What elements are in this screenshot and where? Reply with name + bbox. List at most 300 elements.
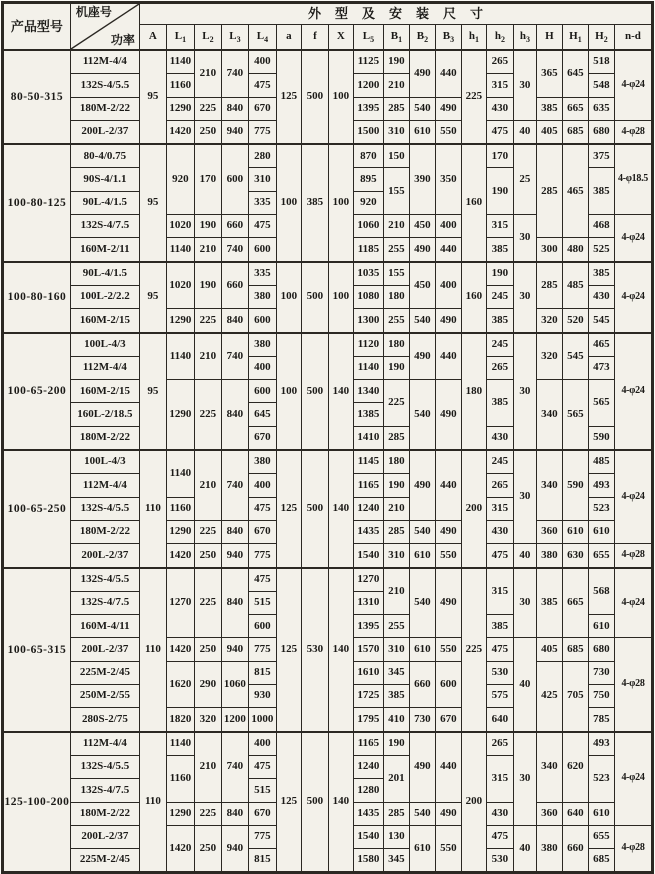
cell-h2: 265	[486, 474, 513, 497]
cell-H: 425	[536, 661, 562, 731]
cell-a: 125	[276, 732, 301, 873]
cell-h3: 30	[513, 568, 536, 638]
cell-B1: 190	[383, 50, 409, 74]
cell-h2: 265	[486, 356, 513, 379]
cell-h3: 40	[513, 638, 536, 732]
cell-L5: 1165	[353, 732, 383, 756]
cell-L2: 190	[194, 262, 221, 309]
power-cell: 132S-4/7.5	[70, 591, 139, 614]
power-cell: 100L-4/3	[70, 333, 139, 357]
cell-B1: 190	[383, 474, 409, 497]
cell-L3: 840	[221, 309, 248, 333]
cell-L5: 1200	[353, 74, 383, 97]
col-header-B1: $B_1$	[383, 25, 409, 51]
cell-L3: 740	[221, 333, 248, 380]
cell-L4: 775	[248, 825, 276, 848]
cell-L5: 1120	[353, 333, 383, 357]
cell-B1: 285	[383, 426, 409, 450]
cell-L5: 1280	[353, 779, 383, 802]
cell-h2: 385	[486, 309, 513, 333]
cell-L4: 400	[248, 474, 276, 497]
cell-B1: 190	[383, 356, 409, 379]
cell-h2: 430	[486, 426, 513, 450]
cell-L4: 475	[248, 215, 276, 238]
cell-H2: 493	[588, 474, 614, 497]
cell-B3: 600	[435, 661, 461, 708]
cell-H: 360	[536, 520, 562, 543]
cell-A: 110	[139, 450, 166, 567]
cell-B1: 285	[383, 97, 409, 120]
cell-L5: 1435	[353, 802, 383, 825]
cell-L4: 600	[248, 380, 276, 403]
cell-H2: 680	[588, 120, 614, 144]
cell-H1: 480	[562, 238, 588, 262]
col-header-B3: $B_3$	[435, 25, 461, 51]
power-cell: 132S-4/5.5	[70, 568, 139, 592]
col-header-X: X	[328, 25, 353, 51]
table-row	[2, 50, 652, 74]
cell-h1: 200	[461, 732, 486, 873]
cell-A: 95	[139, 333, 166, 450]
cell-L5: 1570	[353, 638, 383, 661]
model-column-header: 产品型号	[2, 3, 70, 51]
cell-h2: 315	[486, 215, 513, 238]
col-header-nd: n-d	[614, 25, 652, 51]
cell-L2: 290	[194, 661, 221, 708]
power-cell: 132S-4/5.5	[70, 74, 139, 97]
cell-B2: 730	[409, 708, 435, 732]
cell-H1: 485	[562, 262, 588, 309]
cell-f: 500	[301, 262, 328, 333]
power-cell: 180M-2/22	[70, 802, 139, 825]
cell-B1: 310	[383, 120, 409, 144]
cell-H2: 523	[588, 497, 614, 520]
cell-L2: 210	[194, 238, 221, 262]
cell-h1: 225	[461, 50, 486, 144]
cell-L5: 1395	[353, 97, 383, 120]
cell-H2: 485	[588, 450, 614, 474]
cell-L2: 190	[194, 215, 221, 238]
cell-H: 285	[536, 262, 562, 309]
cell-L2: 210	[194, 333, 221, 380]
cell-H1: 645	[562, 50, 588, 97]
cell-L2: 225	[194, 97, 221, 120]
cell-H2: 590	[588, 426, 614, 450]
cell-L3: 600	[221, 144, 248, 214]
cell-B3: 490	[435, 802, 461, 825]
cell-L2: 250	[194, 825, 221, 873]
cell-h2: 315	[486, 755, 513, 802]
cell-H1: 465	[562, 144, 588, 238]
power-cell: 160M-2/11	[70, 238, 139, 262]
cell-L1: 1020	[166, 215, 194, 238]
cell-L5: 1240	[353, 755, 383, 778]
cell-nd: 4-φ28	[614, 120, 652, 144]
power-cell: 112M-4/4	[70, 356, 139, 379]
power-cell: 90S-4/1.1	[70, 168, 139, 191]
cell-L3: 740	[221, 50, 248, 97]
cell-nd: 4-φ24	[614, 262, 652, 333]
cell-L2: 225	[194, 568, 221, 638]
cell-B2: 540	[409, 802, 435, 825]
cell-L2: 250	[194, 638, 221, 661]
power-cell: 90L-4/1.5	[70, 262, 139, 286]
col-header-h3: $h_3$	[513, 25, 536, 51]
cell-L4: 380	[248, 333, 276, 357]
power-cell: 100L-4/3	[70, 450, 139, 474]
power-cell: 112M-4/4	[70, 474, 139, 497]
cell-B1: 310	[383, 638, 409, 661]
col-header-h2: $h_2$	[486, 25, 513, 51]
cell-L4: 335	[248, 262, 276, 286]
power-cell: 180M-2/22	[70, 426, 139, 450]
cell-nd: 4-φ18.5	[614, 144, 652, 214]
power-cell: 250M-2/55	[70, 685, 139, 708]
cell-B2: 490	[409, 50, 435, 97]
cell-L4: 815	[248, 849, 276, 873]
cell-L1: 1290	[166, 802, 194, 825]
cell-L5: 1340	[353, 380, 383, 403]
cell-L3: 1200	[221, 708, 248, 732]
cell-L1: 1160	[166, 497, 194, 520]
cell-h2: 430	[486, 802, 513, 825]
col-header-a: a	[276, 25, 301, 51]
cell-L4: 670	[248, 97, 276, 120]
cell-L1: 1290	[166, 309, 194, 333]
cell-h1: 160	[461, 144, 486, 261]
cell-h2: 190	[486, 262, 513, 286]
cell-B1: 210	[383, 215, 409, 238]
power-cell: 160L-2/18.5	[70, 403, 139, 426]
cell-H1: 685	[562, 638, 588, 661]
cell-H1: 590	[562, 450, 588, 520]
cell-H1: 705	[562, 661, 588, 731]
cell-L4: 475	[248, 755, 276, 778]
cell-H: 320	[536, 309, 562, 333]
cell-H: 380	[536, 544, 562, 568]
cell-L5: 1060	[353, 215, 383, 238]
cell-B1: 130	[383, 825, 409, 848]
cell-B3: 440	[435, 238, 461, 262]
cell-L4: 515	[248, 591, 276, 614]
cell-L3: 940	[221, 120, 248, 144]
cell-h2: 190	[486, 168, 513, 215]
cell-H2: 545	[588, 309, 614, 333]
cell-H2: 548	[588, 74, 614, 97]
cell-h2: 385	[486, 615, 513, 638]
cell-L1: 1420	[166, 120, 194, 144]
power-cell: 200L-2/37	[70, 120, 139, 144]
cell-H2: 473	[588, 356, 614, 379]
cell-B1: 255	[383, 309, 409, 333]
power-cell: 80-4/0.75	[70, 144, 139, 168]
cell-H1: 640	[562, 802, 588, 825]
cell-B2: 540	[409, 380, 435, 450]
cell-L1: 1290	[166, 97, 194, 120]
cell-h3: 25	[513, 144, 536, 214]
cell-X: 140	[328, 333, 353, 450]
cell-L4: 600	[248, 309, 276, 333]
power-cell: 160M-2/15	[70, 380, 139, 403]
cell-L4: 380	[248, 450, 276, 474]
cell-L4: 815	[248, 661, 276, 684]
cell-L1: 1140	[166, 50, 194, 74]
model-cell: 100-65-315	[2, 568, 70, 732]
cell-B1: 345	[383, 849, 409, 873]
cell-L3: 840	[221, 568, 248, 638]
cell-h2: 265	[486, 732, 513, 756]
cell-H1: 620	[562, 732, 588, 802]
cell-H2: 523	[588, 755, 614, 802]
cell-H1: 630	[562, 544, 588, 568]
table-row	[2, 732, 652, 756]
cell-a: 125	[276, 50, 301, 144]
cell-h2: 475	[486, 825, 513, 848]
cell-f: 500	[301, 50, 328, 144]
cell-L5: 1125	[353, 50, 383, 74]
cell-L3: 840	[221, 97, 248, 120]
power-cell: 160M-4/11	[70, 615, 139, 638]
cell-L4: 600	[248, 615, 276, 638]
cell-L5: 1580	[353, 849, 383, 873]
cell-L4: 670	[248, 426, 276, 450]
cell-L2: 210	[194, 732, 221, 802]
cell-h1: 160	[461, 262, 486, 333]
cell-L4: 670	[248, 802, 276, 825]
cell-H2: 730	[588, 661, 614, 684]
cell-B3: 440	[435, 333, 461, 380]
power-cell: 160M-2/15	[70, 309, 139, 333]
cell-H1: 685	[562, 120, 588, 144]
power-cell: 200L-2/37	[70, 544, 139, 568]
cell-A: 95	[139, 262, 166, 333]
cell-L3: 740	[221, 450, 248, 520]
cell-B3: 490	[435, 380, 461, 450]
cell-L1: 1290	[166, 520, 194, 543]
cell-H1: 545	[562, 333, 588, 380]
cell-B1: 180	[383, 285, 409, 308]
cell-B2: 450	[409, 262, 435, 309]
cell-B3: 400	[435, 215, 461, 238]
cell-H1: 610	[562, 520, 588, 543]
cell-nd: 4-φ24	[614, 50, 652, 120]
power-cell: 112M-4/4	[70, 50, 139, 74]
cell-H2: 680	[588, 638, 614, 661]
cell-B2: 610	[409, 120, 435, 144]
cell-nd: 4-φ28	[614, 638, 652, 732]
power-cell: 112M-4/4	[70, 732, 139, 756]
col-header-f: f	[301, 25, 328, 51]
cell-B1: 180	[383, 450, 409, 474]
cell-H: 285	[536, 144, 562, 238]
cell-B2: 490	[409, 450, 435, 520]
cell-H2: 750	[588, 685, 614, 708]
cell-B1: 190	[383, 732, 409, 756]
cell-L1: 1820	[166, 708, 194, 732]
cell-X: 140	[328, 732, 353, 873]
cell-L2: 250	[194, 120, 221, 144]
cell-B1: 180	[383, 333, 409, 357]
cell-H1: 520	[562, 309, 588, 333]
model-cell: 80-50-315	[2, 50, 70, 144]
table-row	[2, 262, 652, 286]
cell-B2: 390	[409, 144, 435, 214]
col-header-L4: $L_4$	[248, 25, 276, 51]
cell-B1: 385	[383, 685, 409, 708]
cell-H2: 635	[588, 97, 614, 120]
power-cell: 180M-2/22	[70, 97, 139, 120]
cell-H2: 385	[588, 168, 614, 215]
cell-L1: 1620	[166, 661, 194, 708]
cell-H2: 525	[588, 238, 614, 262]
cell-H2: 655	[588, 825, 614, 848]
cell-nd: 4-φ24	[614, 568, 652, 638]
col-header-L3: $L_3$	[221, 25, 248, 51]
table-row	[2, 568, 652, 592]
cell-A: 95	[139, 144, 166, 261]
cell-H: 300	[536, 238, 562, 262]
cell-f: 500	[301, 450, 328, 567]
cell-L1: 1140	[166, 732, 194, 756]
cell-h3: 30	[513, 732, 536, 826]
cell-B3: 670	[435, 708, 461, 732]
cell-L1: 920	[166, 144, 194, 214]
cell-h3: 30	[513, 450, 536, 544]
table-row	[2, 450, 652, 474]
cell-B3: 550	[435, 825, 461, 873]
cell-h2: 475	[486, 120, 513, 144]
cell-B3: 490	[435, 568, 461, 638]
cell-X: 140	[328, 450, 353, 567]
cell-L2: 225	[194, 309, 221, 333]
cell-h2: 575	[486, 685, 513, 708]
cell-B3: 490	[435, 520, 461, 543]
cell-L4: 475	[248, 497, 276, 520]
cell-L5: 1540	[353, 825, 383, 848]
cell-L1: 1160	[166, 755, 194, 802]
power-cell: 132S-4/7.5	[70, 215, 139, 238]
cell-H: 360	[536, 802, 562, 825]
cell-H: 340	[536, 732, 562, 802]
cell-B1: 410	[383, 708, 409, 732]
cell-L5: 1795	[353, 708, 383, 732]
cell-H2: 568	[588, 568, 614, 615]
cell-H1: 665	[562, 568, 588, 638]
cell-H2: 785	[588, 708, 614, 732]
cell-h2: 430	[486, 97, 513, 120]
cell-L5: 920	[353, 191, 383, 214]
col-header-h1: $h_1$	[461, 25, 486, 51]
cell-A: 110	[139, 732, 166, 873]
cell-L5: 1610	[353, 661, 383, 684]
cell-B2: 610	[409, 544, 435, 568]
table-title: 外型及安装尺寸	[139, 3, 652, 25]
table-row	[2, 333, 652, 357]
model-cell: 125-100-200	[2, 732, 70, 873]
cell-B1: 310	[383, 544, 409, 568]
cell-nd: 4-φ24	[614, 215, 652, 262]
cell-a: 100	[276, 144, 301, 261]
cell-L5: 1310	[353, 591, 383, 614]
power-cell: 180M-2/22	[70, 520, 139, 543]
cell-L4: 775	[248, 544, 276, 568]
cell-a: 100	[276, 262, 301, 333]
cell-L4: 645	[248, 403, 276, 426]
cell-A: 95	[139, 50, 166, 144]
cell-f: 500	[301, 732, 328, 873]
cell-nd: 4-φ28	[614, 544, 652, 568]
cell-B3: 350	[435, 144, 461, 214]
cell-B2: 490	[409, 238, 435, 262]
cell-L4: 335	[248, 191, 276, 214]
cell-L4: 1000	[248, 708, 276, 732]
cell-nd: 4-φ24	[614, 450, 652, 544]
cell-h2: 170	[486, 144, 513, 168]
cell-h3: 30	[513, 262, 536, 333]
cell-L2: 210	[194, 450, 221, 520]
cell-B1: 155	[383, 168, 409, 215]
cell-H: 405	[536, 120, 562, 144]
cell-B1: 285	[383, 802, 409, 825]
model-cell: 100-80-160	[2, 262, 70, 333]
cell-H2: 685	[588, 849, 614, 873]
cell-h2: 315	[486, 74, 513, 97]
cell-H: 340	[536, 380, 562, 450]
cell-H2: 610	[588, 520, 614, 543]
cell-L4: 775	[248, 638, 276, 661]
cell-B3: 400	[435, 262, 461, 309]
cell-L1: 1140	[166, 333, 194, 380]
cell-L3: 1060	[221, 661, 248, 708]
cell-B3: 550	[435, 120, 461, 144]
cell-L5: 1385	[353, 403, 383, 426]
cell-L3: 940	[221, 825, 248, 873]
cell-L3: 660	[221, 215, 248, 238]
cell-A: 110	[139, 568, 166, 732]
cell-H1: 665	[562, 97, 588, 120]
col-header-H: H	[536, 25, 562, 51]
cell-H: 340	[536, 450, 562, 520]
cell-B1: 210	[383, 74, 409, 97]
cell-L5: 1435	[353, 520, 383, 543]
cell-B3: 550	[435, 638, 461, 661]
cell-H2: 565	[588, 380, 614, 427]
cell-X: 100	[328, 262, 353, 333]
cell-H2: 610	[588, 802, 614, 825]
cell-L1: 1020	[166, 262, 194, 309]
cell-L4: 280	[248, 144, 276, 168]
cell-L5: 1080	[353, 285, 383, 308]
cell-h3: 30	[513, 50, 536, 120]
cell-B3: 490	[435, 309, 461, 333]
frame-size-label: 机座号	[75, 5, 112, 19]
col-header-L5: $L_5$	[353, 25, 383, 51]
cell-B2: 490	[409, 333, 435, 380]
cell-f: 385	[301, 144, 328, 261]
cell-B2: 540	[409, 97, 435, 120]
cell-L4: 515	[248, 779, 276, 802]
cell-H1: 565	[562, 380, 588, 450]
cell-B3: 550	[435, 544, 461, 568]
power-cell: 132S-4/7.5	[70, 779, 139, 802]
cell-h2: 315	[486, 568, 513, 615]
cell-h1: 180	[461, 333, 486, 450]
cell-h2: 245	[486, 450, 513, 474]
col-header-L2: $L_2$	[194, 25, 221, 51]
cell-L3: 740	[221, 732, 248, 802]
cell-L1: 1140	[166, 450, 194, 497]
cell-h2: 530	[486, 849, 513, 873]
